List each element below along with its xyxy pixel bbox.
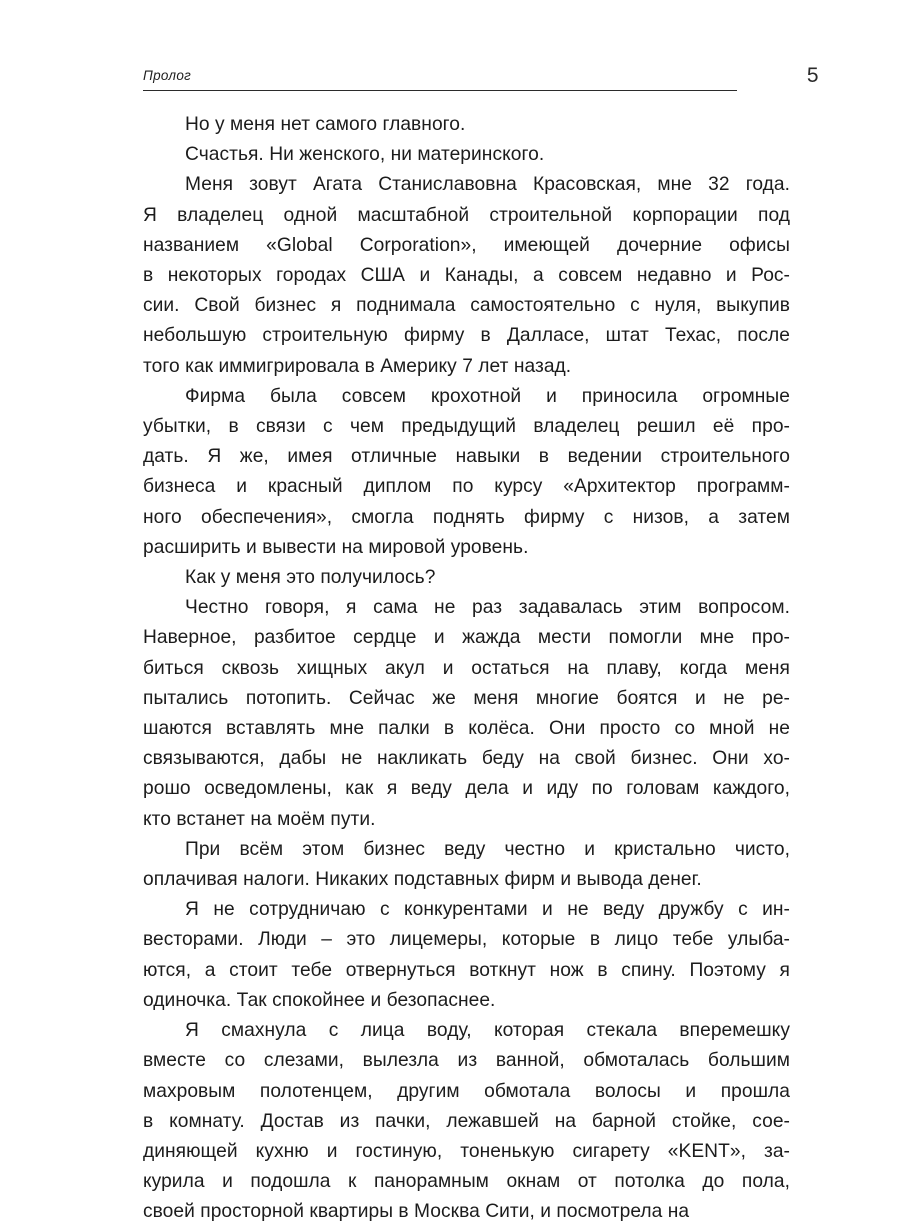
text-line: Фирма была совсем крохотной и приносила огромные xyxy=(185,385,790,407)
text-line: кто встанет на моём пути. xyxy=(143,808,376,830)
text-line: в комнату. Достав из пачки, лежавшей на барной стойке, сое- xyxy=(143,1110,790,1132)
text-line: названием «Global Corporation», имеющей дочерние офисы xyxy=(143,234,790,256)
text-line: связываются, дабы не накликать беду на свой бизнес. Они хо- xyxy=(143,748,790,770)
text-line: Как у меня это получилось? xyxy=(185,567,436,589)
text-line: одиночка. Так спокойнее и безопаснее. xyxy=(143,989,496,1011)
text-line: в некоторых городах США и Канады, а совсем недавно и Рос- xyxy=(143,265,790,287)
text-line: Счастья. Ни женского, ни материнского. xyxy=(185,144,545,166)
text-line: курила и подошла к панорамным окнам от потолка до пола, xyxy=(143,1171,790,1193)
text-line: рошо осведомлены, как я веду дела и иду по головам каждого, xyxy=(143,778,790,800)
paragraph xyxy=(143,140,790,170)
paragraph xyxy=(143,563,790,593)
chapter-name: Пролог xyxy=(143,68,192,83)
text-line: того как иммигрировала в Америку 7 лет назад. xyxy=(143,355,572,377)
paragraph xyxy=(143,170,790,381)
text-line: Честно говоря, я сама не раз задавалась этим вопросом. xyxy=(185,597,790,619)
paragraph xyxy=(143,593,790,835)
paragraph xyxy=(143,110,790,140)
text-line: Я владелец одной масштабной строительной корпорации под xyxy=(143,204,790,226)
running-head xyxy=(143,64,820,98)
text-line: Я смахнула с лица воду, которая стекала вперемешку xyxy=(185,1020,790,1042)
paragraph xyxy=(143,835,790,895)
text-line: шаются вставлять мне палки в колёса. Они просто со мной не xyxy=(143,718,790,740)
body-text xyxy=(143,110,790,1228)
text-line: оплачивая налоги. Никаких подставных фирм и вывода денег. xyxy=(143,869,702,891)
text-line: При всём этом бизнес веду честно и кристально чисто, xyxy=(185,838,790,860)
page-number: 5 xyxy=(806,64,820,87)
text-line: убытки, в связи с чем предыдущий владелец решил её про- xyxy=(143,416,790,438)
paragraph xyxy=(143,1016,790,1227)
text-line: пытались потопить. Сейчас же меня многие боятся и не ре- xyxy=(143,687,790,709)
text-line: Я не сотрудничаю с конкурентами и не веду дружбу с ин- xyxy=(185,899,790,921)
text-line: дать. Я же, имея отличные навыки в ведении строительного xyxy=(143,446,790,468)
text-line: ного обеспечения», смогла поднять фирму с низов, а затем xyxy=(143,506,790,528)
text-line: весторами. Люди – это лицемеры, которые в лицо тебе улыба- xyxy=(143,929,790,951)
paragraph xyxy=(143,895,790,1016)
paragraph xyxy=(143,382,790,563)
text-line: сии. Свой бизнес я поднимала самостоятельно с нуля, выкупив xyxy=(143,295,790,317)
text-line: Меня зовут Агата Станиславовна Красовская, мне 32 года. xyxy=(185,174,790,196)
text-line: расширить и вывести на мировой уровень. xyxy=(143,536,529,558)
text-line: Наверное, разбитое сердце и жажда мести помогли мне про- xyxy=(143,627,790,649)
text-line: небольшую строительную фирму в Далласе, штат Техас, после xyxy=(143,325,790,347)
text-line: биться сквозь хищных акул и остаться на плаву, когда меня xyxy=(143,657,790,679)
header-rule xyxy=(143,90,737,91)
text-line: своей просторной квартиры в Москва Сити, и посмотрела на xyxy=(143,1201,690,1223)
text-line: Но у меня нет самого главного. xyxy=(185,114,466,135)
text-line: махровым полотенцем, другим обмотала волосы и прошла xyxy=(143,1080,790,1102)
text-line: ются, а стоит тебе отвернуться воткнут нож в спину. Поэтому я xyxy=(143,959,790,981)
text-line: вместе со слезами, вылезла из ванной, обмоталась большим xyxy=(143,1050,790,1072)
text-line: бизнеса и красный диплом по курсу «Архитектор программ- xyxy=(143,476,790,498)
text-line: диняющей кухню и гостиную, тоненькую сигарету «KENT», за- xyxy=(143,1140,790,1162)
